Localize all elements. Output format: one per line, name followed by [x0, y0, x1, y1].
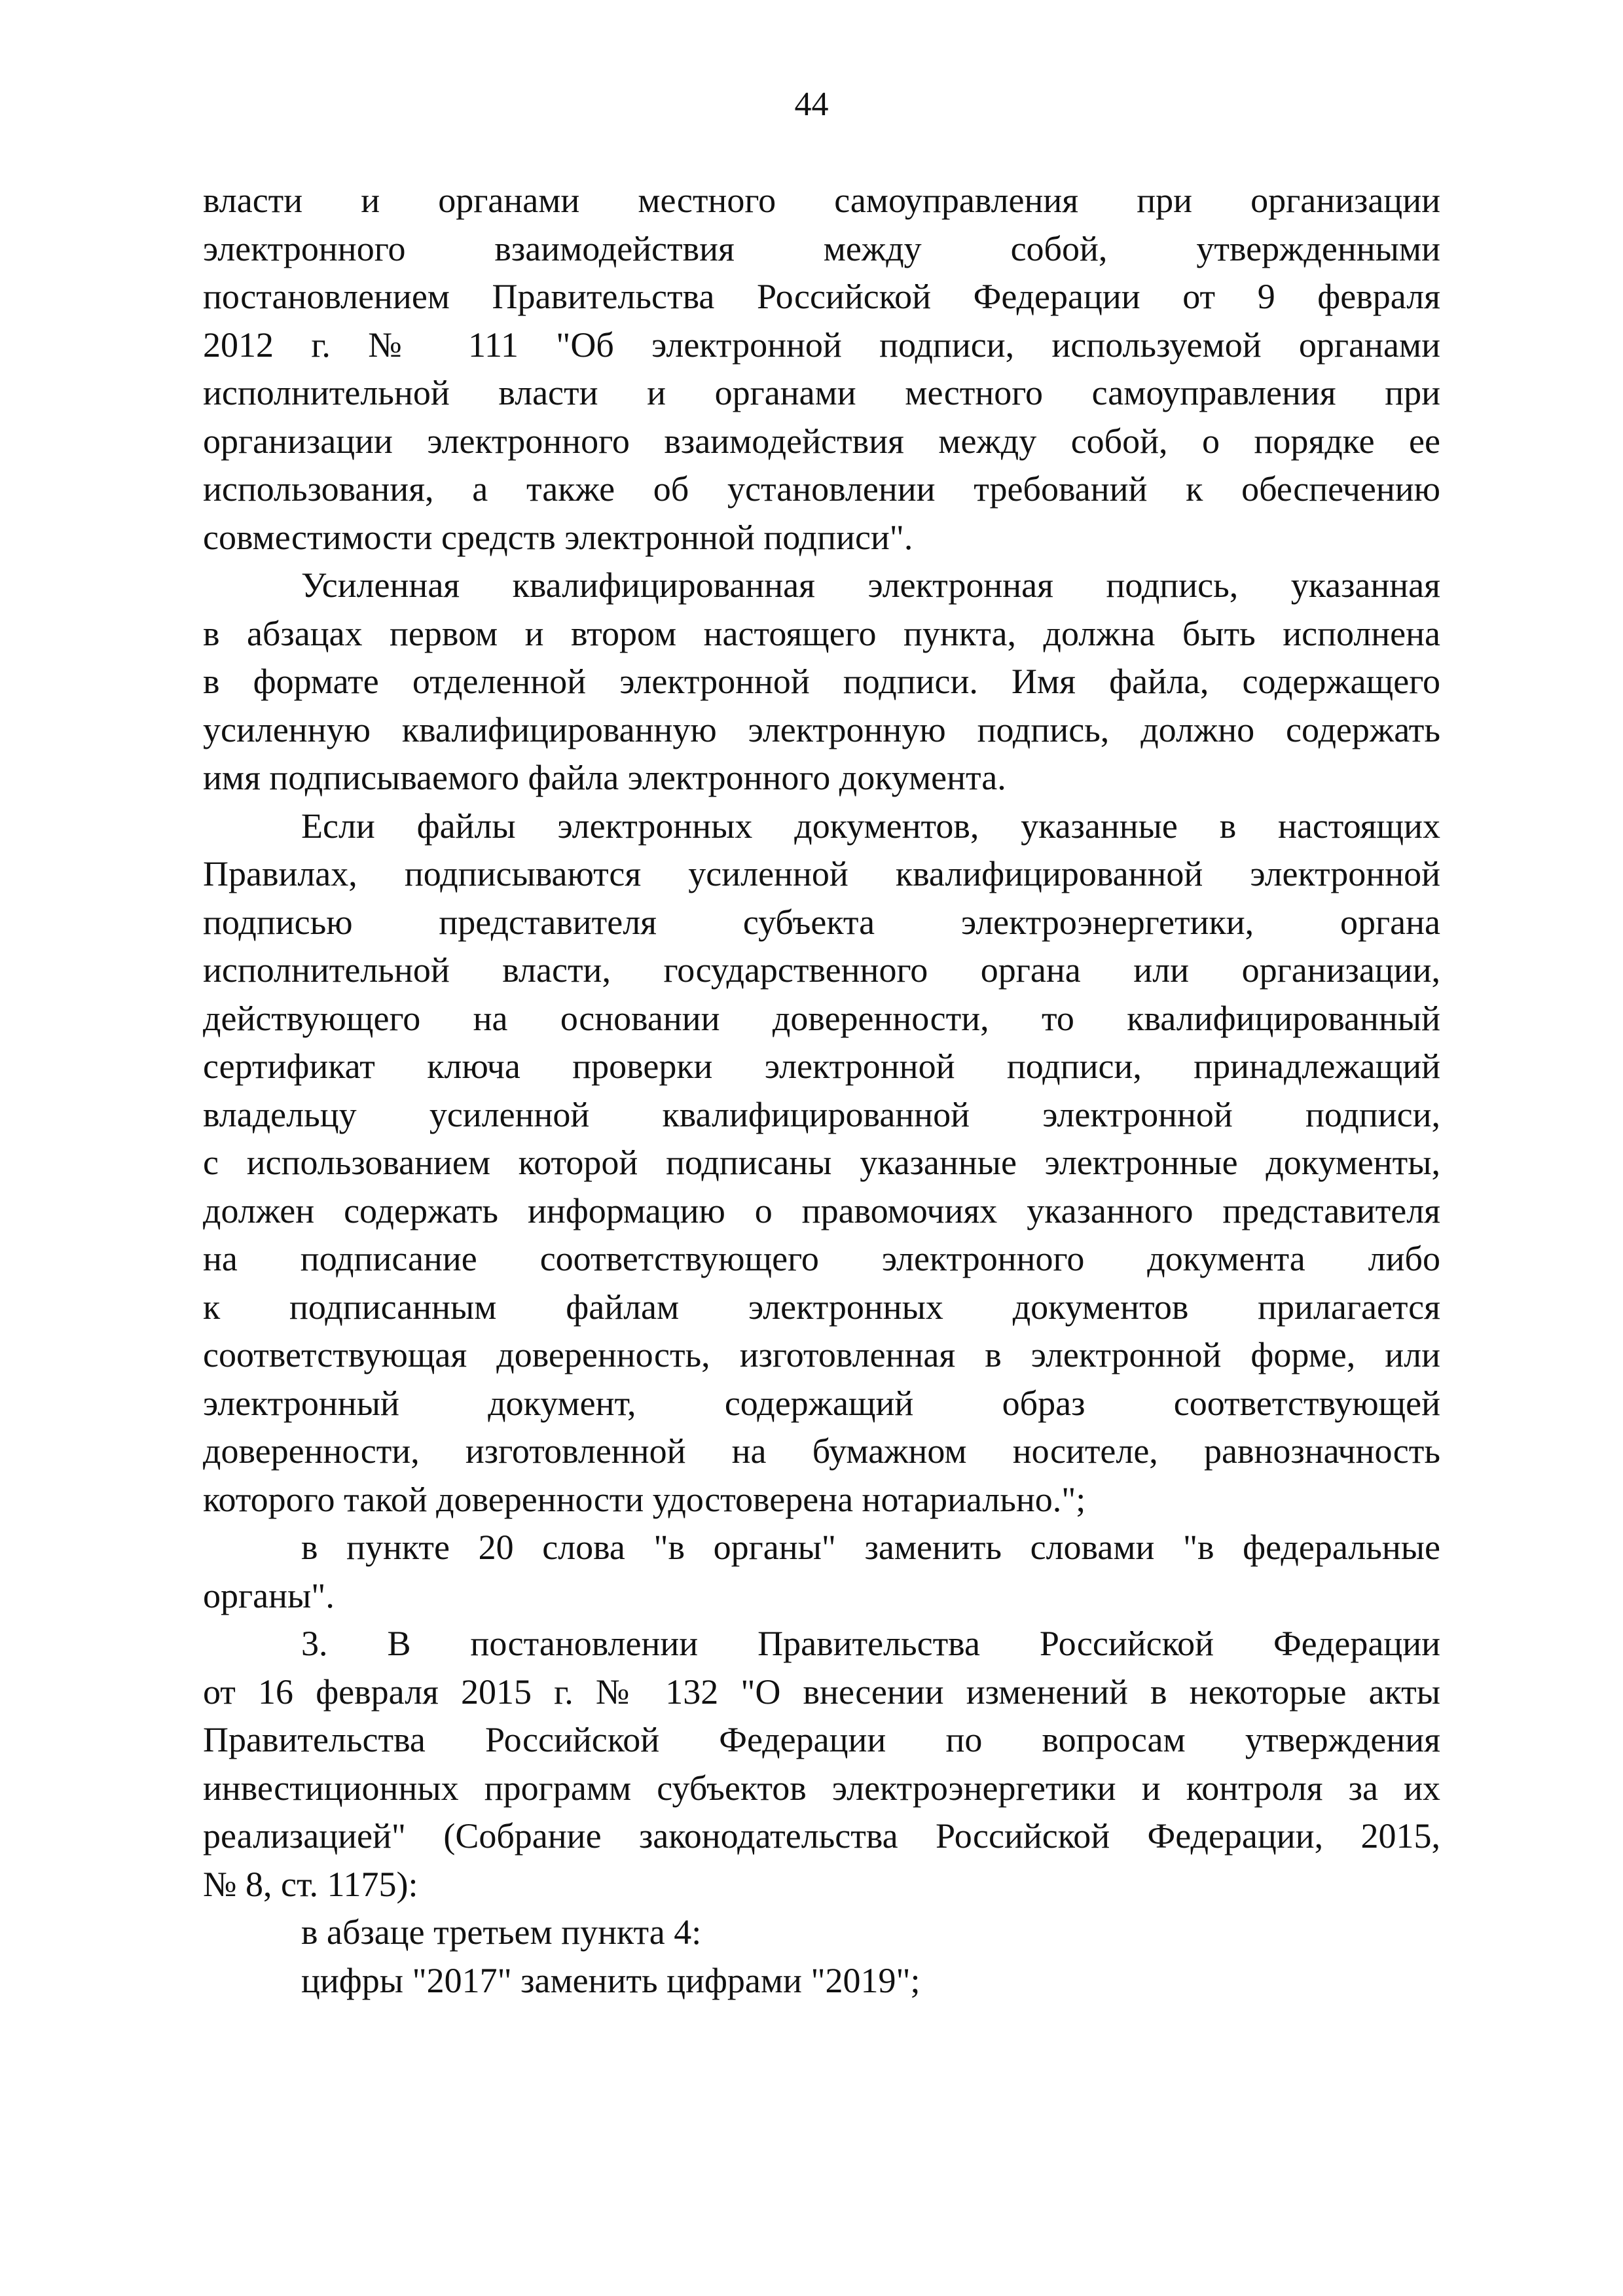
text-line: Правилах, подписываются усиленной квалифицированной электронной — [203, 854, 1440, 893]
text-line: которого такой доверенности удостоверена нотариально."; — [203, 1479, 1086, 1519]
text-line: органы". — [203, 1575, 335, 1615]
paragraph-1 — [203, 177, 1440, 562]
text-line: исполнительной власти и органами местного самоуправления при — [203, 373, 1440, 412]
text-line: № 8, ст. 1175): — [203, 1864, 418, 1904]
text-line: исполнительной власти, государственного органа или организации, — [203, 950, 1440, 990]
text-line: использования, а также об установлении требований к обеспечению — [203, 469, 1440, 509]
text-line: Правительства Российской Федерации по вопросам утверждения — [203, 1720, 1440, 1759]
text-line: реализацией" (Собрание законодательства Российской Федерации, 2015, — [203, 1816, 1440, 1856]
text-line: электронный документ, содержащий образ соответствующей — [203, 1383, 1440, 1423]
paragraph-2 — [203, 562, 1440, 802]
text-line: с использованием которой подписаны указанные электронные документы, — [203, 1143, 1440, 1182]
text-line: должен содержать информацию о правомочиях указанного представителя — [203, 1191, 1440, 1230]
text-line: постановлением Правительства Российской Федерации от 9 февраля — [203, 277, 1440, 316]
text-line: соответствующая доверенность, изготовленная в электронной форме, или — [203, 1335, 1440, 1374]
text-line: 2012 г. № 111 "Об электронной подписи, используемой органами — [203, 325, 1440, 365]
text-line: подписью представителя субъекта электроэнергетики, органа — [203, 902, 1440, 942]
text-line: совместимости средств электронной подписи". — [203, 517, 913, 557]
text-line: инвестиционных программ субъектов электроэнергетики и контроля за их — [203, 1768, 1440, 1808]
text-line: от 16 февраля 2015 г. № 132 "О внесении изменений в некоторые акты — [203, 1672, 1440, 1712]
text-line: усиленную квалифицированную электронную подпись, должно содержать — [203, 709, 1440, 749]
text-line: организации электронного взаимодействия между собой, о порядке ее — [203, 421, 1440, 461]
text-line: власти и органами местного самоуправления при организации — [203, 181, 1440, 220]
text-line: в пункте 20 слова "в органы" заменить словами "в федеральные — [301, 1528, 1440, 1567]
text-line: в абзацах первом и втором настоящего пункта, должна быть исполнена — [203, 613, 1440, 653]
text-line: к подписанным файлам электронных документов прилагается — [203, 1287, 1440, 1327]
text-line: на подписание соответствующего электронного документа либо — [203, 1239, 1440, 1278]
paragraph-7 — [203, 1957, 1440, 2005]
text-line: в абзаце третьем пункта 4: — [301, 1912, 702, 1952]
text-line: имя подписываемого файла электронного документа. — [203, 758, 1006, 797]
text-line: Если файлы электронных документов, указанные в настоящих — [301, 806, 1440, 846]
text-line: сертификат ключа проверки электронной подписи, принадлежащий — [203, 1047, 1440, 1086]
text-line: электронного взаимодействия между собой, утвержденными — [203, 228, 1440, 268]
body-text — [203, 177, 1440, 2005]
text-line: цифры "2017" заменить цифрами "2019"; — [301, 1960, 921, 2000]
page-number: 44 — [794, 86, 829, 123]
paragraph-5 — [203, 1620, 1440, 1909]
text-line: Усиленная квалифицированная электронная подпись, указанная — [301, 565, 1440, 605]
text-line: доверенности, изготовленной на бумажном носителе, равнозначность — [203, 1431, 1440, 1471]
text-line: владельцу усиленной квалифицированной электронной подписи, — [203, 1094, 1440, 1134]
text-line: 3. В постановлении Правительства Российской Федерации — [301, 1624, 1440, 1663]
text-line: в формате отделенной электронной подписи. Имя файла, содержащего — [203, 662, 1440, 701]
paragraph-3 — [203, 802, 1440, 1524]
paragraph-6 — [203, 1909, 1440, 1957]
text-line: действующего на основании доверенности, то квалифицированный — [203, 998, 1440, 1038]
paragraph-4 — [203, 1524, 1440, 1620]
